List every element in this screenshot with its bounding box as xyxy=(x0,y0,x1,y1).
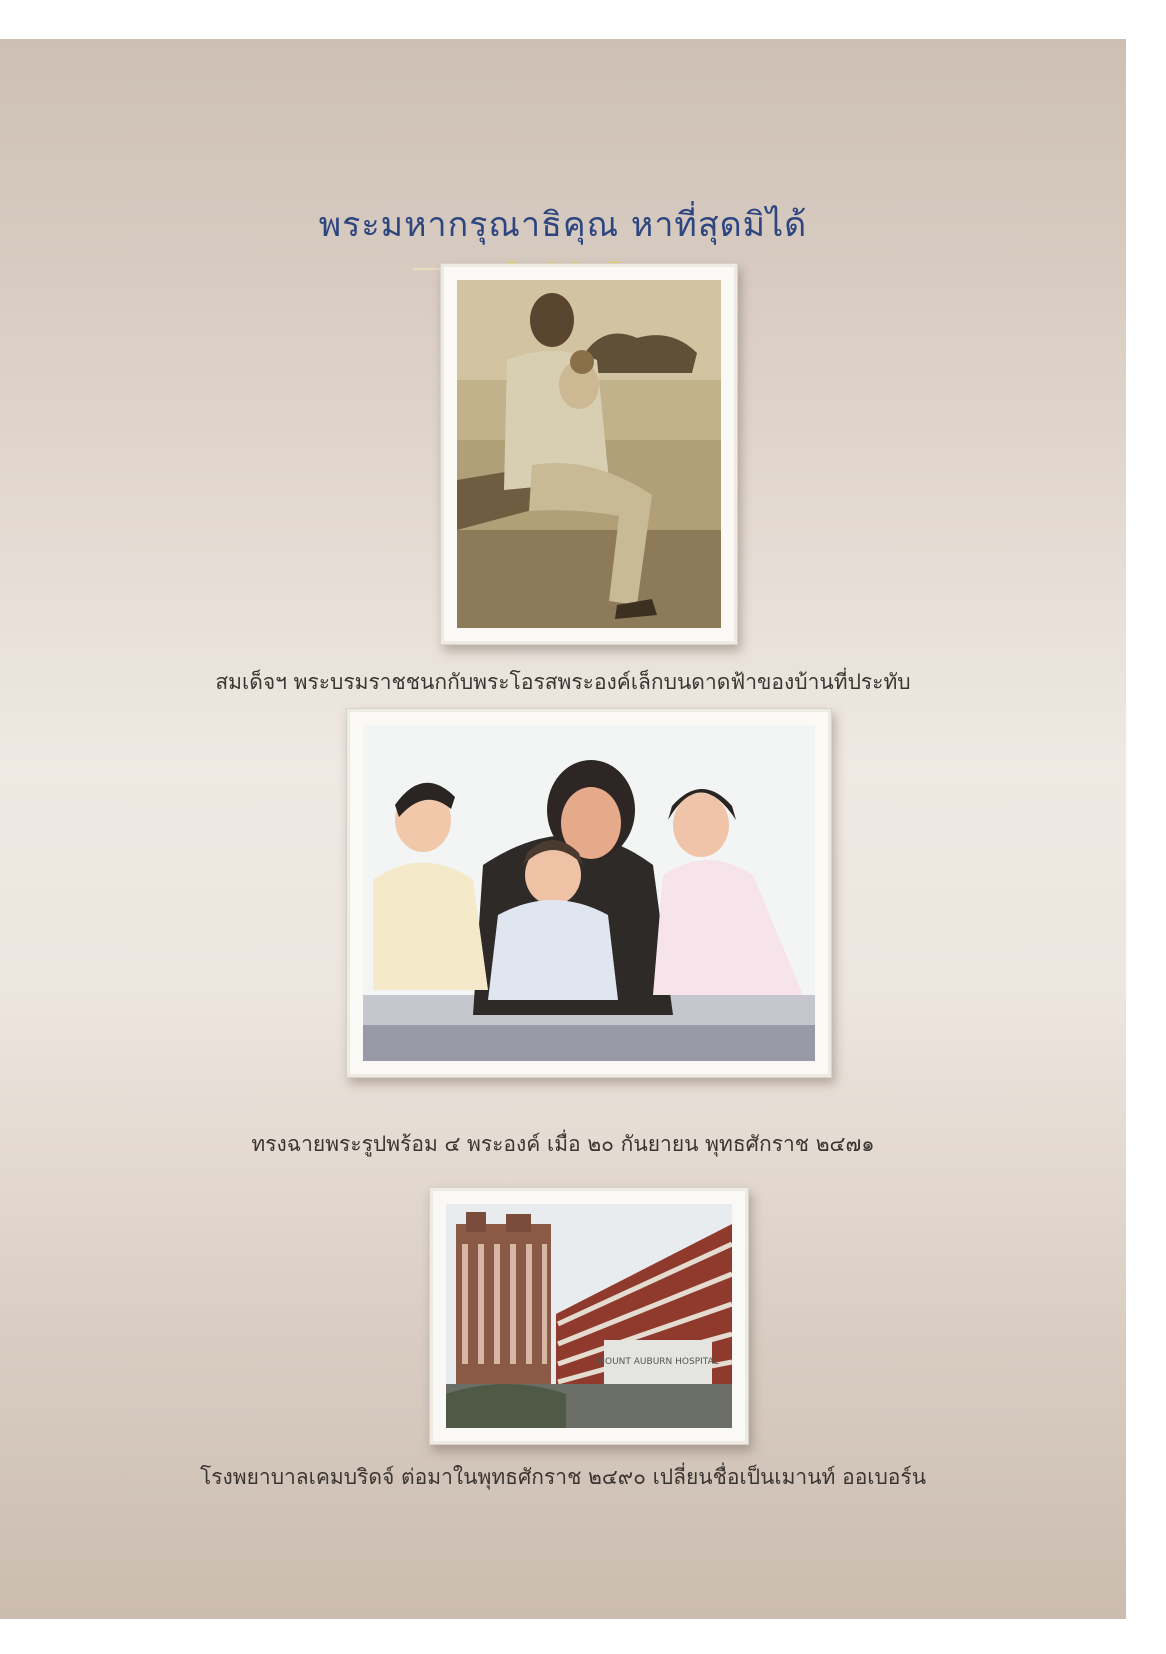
photo-frame-2 xyxy=(346,708,832,1078)
photo-caption-1: สมเด็จฯ พระบรมราชชนกกับพระโอรสพระองค์เล็กบนดาดฟ้าของบ้านที่ประทับ xyxy=(215,670,911,694)
mother-with-three-children-photo xyxy=(363,725,815,1061)
photo-caption-3: โรงพยาบาลเคมบริดจ์ ต่อมาในพุทธศักราช ๒๔๙๐ เปลี่ยนชื่อเป็นเมานท์ ออเบอร์น xyxy=(199,1465,927,1489)
hospital-sign-text: MOUNT AUBURN HOSPITAL xyxy=(597,1357,719,1367)
hospital-buildings-photo xyxy=(446,1204,732,1428)
photo-frame-3 xyxy=(429,1187,749,1445)
photo-caption-2: ทรงฉายพระรูปพร้อม ๔ พระองค์ เมื่อ ๒๐ กันยายน พุทธศักราช ๒๔๗๑ xyxy=(251,1132,875,1156)
page-title: พระมหากรุณาธิคุณ หาที่สุดมิได้ xyxy=(318,205,808,245)
father-with-infant-photo xyxy=(457,280,721,628)
photo-frame-1 xyxy=(440,263,738,645)
page-background xyxy=(0,39,1126,1619)
